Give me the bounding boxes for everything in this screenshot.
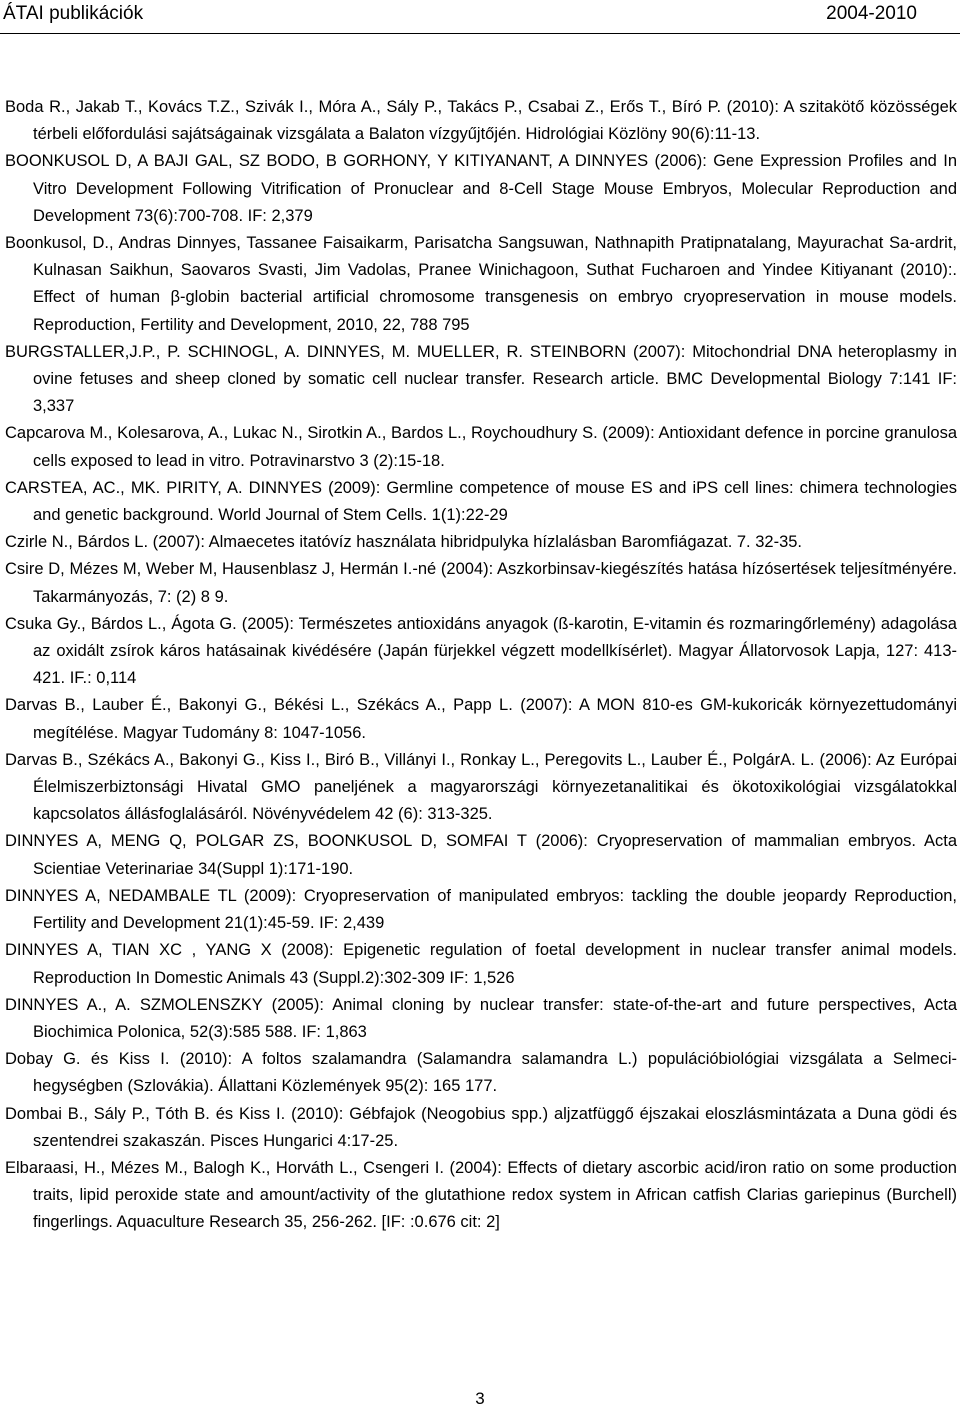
reference-entry: Darvas B., Lauber É., Bakonyi G., Békési L., Székács A., Papp L. (2007): A MON 810-es GM-kukoricák környezettudományi megítélése. Magyar Tudomány 8: 1047-1056. — [5, 696, 957, 742]
reference-entry: Boonkusol, D., Andras Dinnyes, Tassanee Faisaikarm, Parisatcha Sangsuwan, Nathnapith Pratipnatalang, Mayurachat Sa-ardrit, Kulnasan Saikhun, Saovaros Svasti, Jim Vadolas, Pranee Winichagoon, Suthat Fucharoen and Yindee Kitiyanant (2010):. Effect of human β-globin bacterial artificial chromosome transgenesis on embryo cryopreservation in mouse models. Reproduction, Fertility and Development, 2010, 22, 788 795 — [5, 234, 957, 334]
header-years: 2004-2010 — [826, 3, 917, 24]
reference-entry: Czirle N., Bárdos L. (2007): Almaecetes itatóvíz használata hibridpulyka hízlalásban Baromfiágazat. 7. 32-35. — [5, 533, 803, 552]
reference-entry: CARSTEA, AC., MK. PIRITY, A. DINNYES (2009): Germline competence of mouse ES and iPS cell lines: chimera technologies and genetic background. World Journal of Stem Cells. 1(1):22-29 — [5, 478, 957, 525]
reference-entry: Darvas B., Székács A., Bakonyi G., Kiss I., Biró B., Villányi I., Ronkay L., Peregovits L., Lauber É., PolgárA. L. (2006): Az Európai Élelmiszerbiztonsági Hivatal GMO paneljének a magyarországi környezetanalitikai és ökotoxikológiai vizsgálatokkal kapcsolatos állásfoglalásáról. Növényvédelem 42 (6): 313-325. — [5, 750, 957, 824]
reference-entry: DINNYES A, TIAN XC , YANG X (2008): Epigenetic regulation of foetal development in nuclear transfer animal models. Reproduction In Domestic Animals 43 (Suppl.2):302-309 IF: 1,526 — [5, 941, 957, 987]
reference-entry: Boda R., Jakab T., Kovács T.Z., Szivák I., Móra A., Sály P., Takács P., Csabai Z., Erős T., Bíró P. (2010): A szitakötő közösségek térbeli előfordulási sajátságainak vizsgálata a Balaton vízgyűjtőjén. Hidrológiai Közlöny 90(6):11-13. — [5, 98, 957, 144]
reference-entry: Dombai B., Sály P., Tóth B. és Kiss I. (2010): Gébfajok (Neogobius spp.) aljzatfüggő éjszakai eloszlásmintázata a Duna gödi és szentendrei szakaszán. Pisces Hungarici 4:17-25. — [5, 1104, 957, 1150]
reference-entry: Dobay G. és Kiss I. (2010): A foltos szalamandra (Salamandra salamandra L.) populációbiológiai vizsgálata a Selmeci-hegységben (Szlovákia). Állattani Közlemények 95(2): 165 177. — [5, 1050, 957, 1096]
page-header — [0, 0, 960, 30]
reference-entry: Csuka Gy., Bárdos L., Ágota G. (2005): Természetes antioxidáns anyagok (ß-karotin, E-vitamin és rozmaringőrlemény) adagolása az oxidált zsírok káros hatásainak kivédésére (Japán fürjekkel végzett modellkísérlet). Magyar Állatorvosok Lapja, 127: 413-421. IF.: 0,114 — [5, 614, 957, 688]
reference-entry: Csire D, Mézes M, Weber M, Hausenblasz J, Hermán I.-né (2004): Aszkorbinsav-kiegészítés hatása hízósertések teljesítményére. Takarmányozás, 7: (2) 8 9. — [5, 560, 957, 606]
header-divider — [0, 33, 960, 34]
reference-entry: BURGSTALLER,J.P., P. SCHINOGL, A. DINNYES, M. MUELLER, R. STEINBORN (2007): Mitochondrial DNA heteroplasmy in ovine fetuses and sheep cloned by somatic cell nuclear transfer. Research article. BMC Developmental Biology 7:141 IF: 3,337 — [5, 342, 957, 416]
page-number: 3 — [475, 1389, 485, 1408]
reference-entry: DINNYES A., A. SZMOLENSZKY (2005): Animal cloning by nuclear transfer: state-of-the-art and future perspectives, Acta Biochimica Polonica, 52(3):585 588. IF: 1,863 — [5, 995, 957, 1041]
reference-entry: Elbaraasi, H., Mézes M., Balogh K., Horváth L., Csengeri I. (2004): Effects of dietary ascorbic acid/iron ratio on some production traits, lipid peroxide state and amount/activity of the glutathione redox system in African catfish Clarias gariepinus (Burchell) fingerlings. Aquaculture Research 35, 256-262. [IF: :0.676 cit: 2] — [5, 1158, 957, 1232]
reference-entry: Capcarova M., Kolesarova, A., Lukac N., Sirotkin A., Bardos L., Roychoudhury S. (2009): Antioxidant defence in porcine granulosa cells exposed to lead in vitro. Potravinarstvo 3 (2):15-18. — [5, 424, 957, 470]
reference-entry: DINNYES A, NEDAMBALE TL (2009): Cryopreservation of manipulated embryos: tackling the double jeopardy Reproduction, Fertility and Development 21(1):45-59. IF: 2,439 — [5, 886, 957, 933]
reference-entry: BOONKUSOL D, A BAJI GAL, SZ BODO, B GORHONY, Y KITIYANANT, A DINNYES (2006): Gene Expression Profiles and In Vitro Development Following Vitrification of Pronuclear and 8-Cell Stage Mouse Embryos, Molecular Reproduction and Development 73(6):700-708. IF: 2,379 — [5, 152, 957, 225]
reference-entry: DINNYES A, MENG Q, POLGAR ZS, BOONKUSOL D, SOMFAI T (2006): Cryopreservation of mammalian embryos. Acta Scientiae Veterinariae 34(Suppl 1):171-190. — [5, 832, 957, 878]
header-title: ÁTAI publikációk — [3, 3, 144, 24]
reference-list — [5, 94, 957, 1237]
